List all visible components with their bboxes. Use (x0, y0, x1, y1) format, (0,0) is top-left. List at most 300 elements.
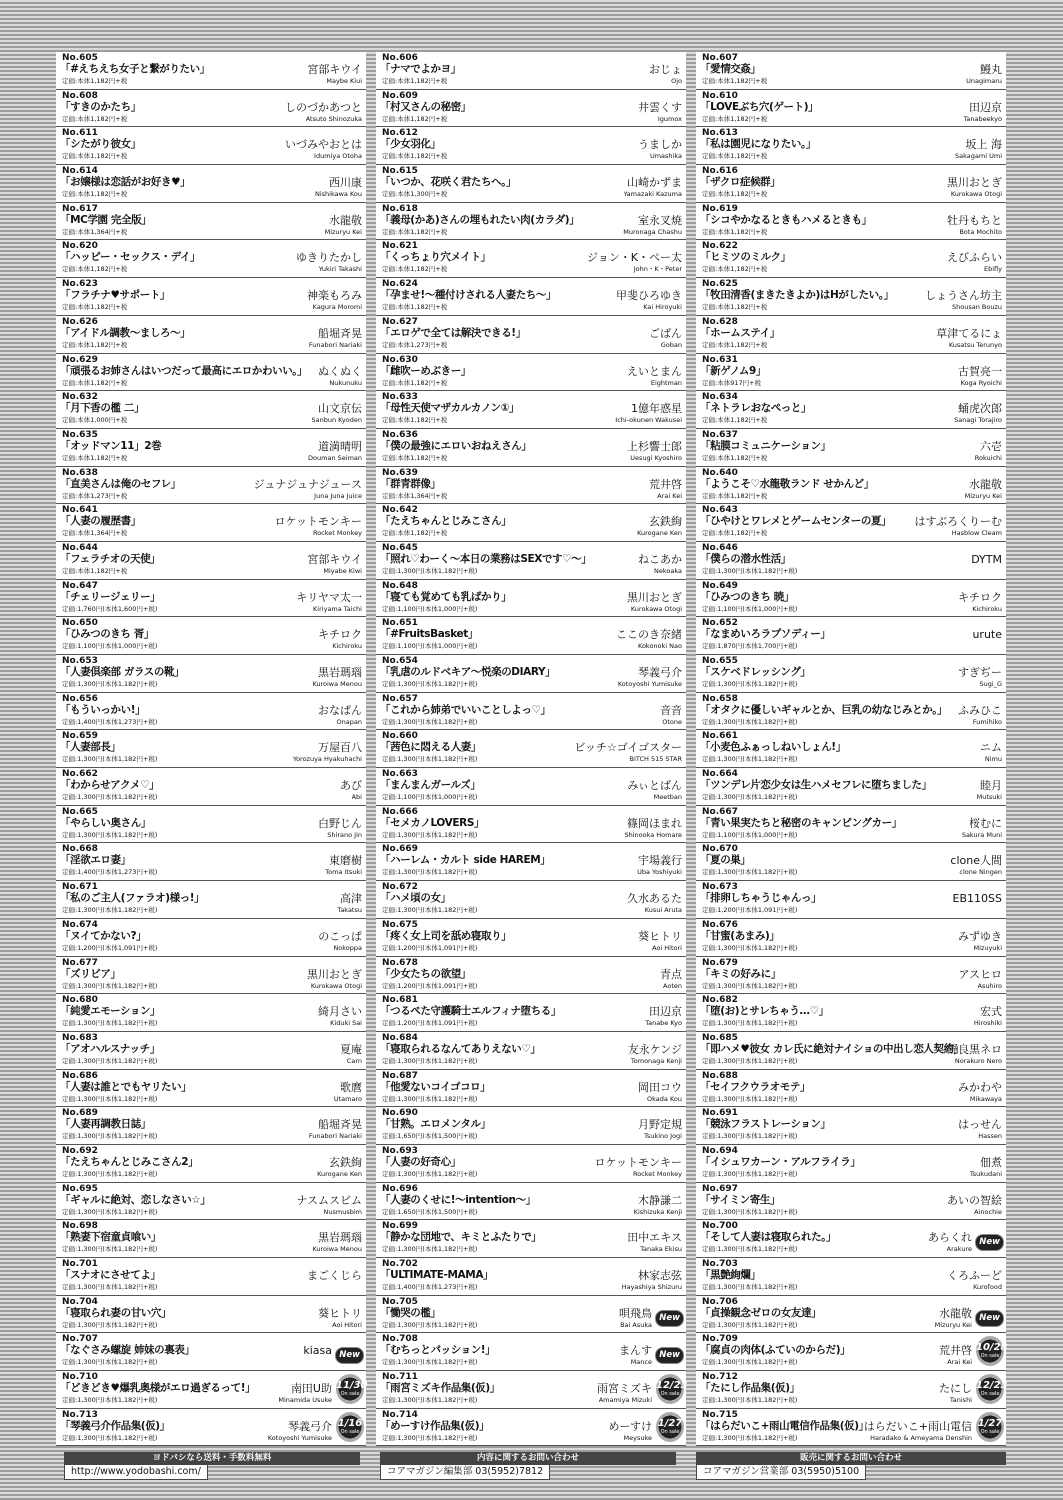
entry-author-romaji: Arai Kei (947, 1358, 972, 1367)
entry-author-romaji: Uesugi Kyoshiro (630, 453, 682, 462)
entry-price: 定価:本体1,364円+税 (62, 227, 128, 236)
entry-price: 定価:本体1,000円+税 (62, 416, 128, 425)
entry-author: キチロク (318, 628, 362, 642)
entry-title: 「はらだいこ+雨山電信作品集(仮)」 (700, 1419, 869, 1432)
entry-number: No.641 (62, 505, 98, 516)
entry-author-romaji: Uba Yoshiyuki (637, 868, 682, 877)
entry-author: キリヤマ太一 (296, 590, 362, 604)
catalog-entry (376, 240, 686, 278)
entry-price: 定価:1,300円(本体1,182円+税) (62, 1358, 158, 1367)
catalog-entry (56, 1183, 366, 1221)
entry-author-romaji: Toma Itsuki (325, 868, 362, 877)
catalog-entry (696, 127, 1006, 165)
catalog-entry (696, 919, 1006, 957)
entry-author: 青点 (660, 967, 682, 981)
entry-author-romaji: Hayashiya Shizuru (621, 1283, 682, 1291)
release-date-badge (976, 1336, 1008, 1366)
entry-price: 定価:1,300円(本体1,182円+税) (62, 906, 158, 915)
entry-author: まごくじら (307, 1269, 362, 1282)
entry-author-romaji: Muronaga Chashu (623, 227, 682, 236)
catalog-entry (56, 467, 366, 505)
catalog-entry (696, 580, 1006, 618)
entry-title: 「粘膜コミュニケーション」 (700, 439, 831, 452)
entry-price: 定価:1,300円(本体1,182円+税) (702, 755, 798, 764)
entry-price: 定価:本体1,273円+税 (62, 491, 128, 500)
entry-title: 「人妻のくせに!～intention～」 (380, 1193, 536, 1206)
catalog-entry (376, 1333, 686, 1371)
entry-author: clone人間 (950, 854, 1002, 868)
entry-price: 定価:本体1,182円+税 (702, 190, 768, 199)
entry-title: 「少女たちの欲望」 (380, 967, 471, 980)
entry-price: 定価:本体1,273円+税 (382, 340, 448, 349)
entry-author: 鰻丸 (980, 63, 1002, 76)
entry-title: 「エロゲで全ては解決できる!」 (380, 326, 526, 339)
entry-price: 定価:本体1,182円+税 (62, 453, 128, 462)
catalog-entry (376, 806, 686, 844)
entry-price: 定価:1,100円(本体1,000円+税) (382, 642, 478, 651)
entry-price: 定価:1,300円(本体1,182円+税) (62, 1396, 158, 1405)
entry-author: DYTM (971, 552, 1002, 566)
entry-title: 「わからせアクメ♡」 (60, 779, 160, 792)
entry-author: 道満晴明 (318, 439, 362, 453)
entry-price: 定価:1,300円(本体1,182円+税) (702, 1056, 798, 1065)
entry-number: No.662 (62, 769, 98, 780)
catalog-entry (376, 354, 686, 392)
release-date-label: On sale (340, 1391, 360, 1398)
entry-author-romaji: Hiroshiki (973, 1019, 1002, 1028)
entry-author-romaji: Utamaro (333, 1094, 362, 1103)
catalog-entry (56, 655, 366, 693)
catalog-entry (696, 730, 1006, 768)
entry-title: 「ひみつのきち 暁」 (700, 590, 794, 603)
entry-price: 定価:1,870円(本体1,700円+税) (702, 642, 798, 651)
entry-author-romaji: Sanbun Kyoden (311, 416, 362, 425)
entry-number: No.715 (702, 1409, 738, 1420)
entry-number: No.714 (382, 1409, 418, 1420)
entry-number: No.698 (62, 1221, 98, 1232)
entry-author: 佃煮 (980, 1155, 1002, 1169)
entry-author-romaji: Kokonoki Nao (638, 642, 682, 651)
catalog-entry (56, 504, 366, 542)
entry-price: 定価:1,400円(本体1,273円+税) (62, 717, 158, 726)
entry-number: No.654 (382, 656, 418, 666)
entry-author: 古賀亮一 (958, 364, 1002, 378)
catalog-column-1 (56, 52, 366, 1482)
entry-number: No.702 (382, 1259, 418, 1269)
entry-author: 室永叉焼 (638, 213, 682, 227)
entry-price: 定価:本体1,182円+税 (62, 152, 128, 161)
catalog-entry (56, 580, 366, 618)
entry-price: 定価:1,300円(本体1,182円+税) (382, 1056, 478, 1065)
catalog-entry (696, 203, 1006, 241)
entry-author: 葵ヒトリ (318, 1306, 362, 1320)
catalog-entry (56, 354, 366, 392)
entry-author: 宮部キウイ (307, 552, 362, 566)
catalog-entry (696, 1107, 1006, 1145)
entry-number: No.684 (382, 1032, 418, 1043)
entry-number: No.626 (62, 316, 98, 327)
entry-number: No.685 (702, 1032, 738, 1043)
entry-number: No.687 (382, 1070, 418, 1081)
entry-author-romaji: Igumox (657, 114, 682, 123)
footer-heading: 内容に関するお問い合わせ (380, 1452, 676, 1465)
entry-author: 黒川おとぎ (307, 967, 362, 981)
entry-number: No.638 (62, 467, 98, 478)
entry-author-romaji: Aoten (663, 981, 682, 990)
entry-number: No.615 (382, 166, 418, 177)
entry-title: 「ハーレム・カルト side HAREM」 (380, 854, 551, 867)
entry-number: No.657 (382, 693, 418, 704)
entry-author-romaji: Haradako & Ameyama Denshin (870, 1433, 972, 1442)
entry-author: ナスムスビム (296, 1193, 362, 1207)
entry-title: 「ヌイてかない?」 (60, 929, 147, 942)
entry-author: ジョン・K・ペー太 (587, 251, 682, 265)
entry-title: 「雨宮ミズキ作品集(仮)」 (380, 1382, 500, 1395)
entry-price: 定価:本体1,182円+税 (62, 340, 128, 349)
footer (64, 1452, 1002, 1482)
entry-price: 定価:1,300円(本体1,182円+税) (382, 1320, 478, 1329)
entry-title: 「母性天使マザカルカノン①」 (380, 402, 520, 415)
release-date: 10/28 (976, 1342, 1008, 1354)
entry-author-romaji: Tanishi (949, 1396, 972, 1405)
entry-number: No.619 (702, 203, 738, 214)
entry-title: 「寝取られるなんてありえない♡」 (380, 1042, 541, 1055)
entry-author-romaji: Kurogane Ken (317, 1169, 362, 1178)
entry-price: 定価:1,100円(本体1,000円+税) (382, 793, 478, 802)
entry-title: 「これから姉弟でいいことしよっ♡」 (380, 703, 551, 716)
entry-author: 六壱 (980, 439, 1002, 453)
entry-author-romaji: Kiriyama Taichi (313, 604, 362, 613)
entry-title: 「人妻倶楽部 ガラスの靴」 (60, 666, 185, 678)
entry-title: 「義母(かあ)さんの埋もれたい肉(カラダ)」 (380, 213, 580, 226)
entry-number: No.640 (702, 467, 738, 478)
entry-price: 定価:本体1,182円+税 (382, 152, 448, 161)
entry-author-romaji: Mizuryu Kei (964, 491, 1002, 500)
entry-title: 「寝取られ妻の甘い穴」 (60, 1306, 172, 1319)
entry-title: 「少女羽化」 (380, 138, 441, 151)
catalog-entry (376, 1183, 686, 1221)
catalog-entry (56, 1107, 366, 1145)
entry-title: 「くっちょり穴メイト」 (380, 251, 491, 264)
entry-author-romaji: Mizuryu Kei (934, 1320, 972, 1329)
release-date-badge (336, 1412, 364, 1442)
entry-author-romaji: Kusatsu Terunyo (948, 340, 1002, 349)
entry-author-romaji: Kusui Aruta (644, 906, 682, 915)
new-badge: New (655, 1347, 684, 1364)
catalog-entry (376, 1296, 686, 1334)
entry-title: 「ようこそ♡水龍敬ランド せかんど」 (700, 477, 874, 490)
entry-number: No.651 (382, 618, 418, 629)
entry-title: 「私のご主人(ファラオ)様っ!」 (60, 892, 205, 905)
catalog-entry (376, 1032, 686, 1070)
entry-title: 「人妻の履歴書」 (60, 515, 141, 528)
entry-title: 「ギャルに絶対、恋しなさい☆」 (60, 1193, 211, 1206)
entry-title: 「純愛エモーション」 (60, 1005, 161, 1018)
entry-title: 「腐貞の肉体(ふていのからだ)」 (700, 1344, 851, 1357)
entry-price: 定価:本体1,182円+税 (702, 303, 768, 312)
entry-author: 甲斐ひろゆき (616, 289, 682, 303)
entry-number: No.647 (62, 580, 98, 591)
entry-price: 定価:1,100円(本体1,000円+税) (702, 604, 798, 613)
entry-price: 定価:本体1,300円+税 (382, 190, 448, 199)
footer-url-link[interactable]: http://www.yodobashi.com/ (64, 1465, 208, 1480)
entry-author-romaji: Arakure (946, 1245, 972, 1254)
entry-author: 田辺京 (649, 1005, 682, 1019)
footer-heading: ヨドバシなら送料・手数料無料 (64, 1452, 360, 1465)
entry-author-romaji: Mance (630, 1358, 652, 1367)
catalog-entry (376, 1145, 686, 1183)
entry-price: 定価:1,200円(本体1,091円+税) (382, 1019, 478, 1028)
catalog-entry (696, 278, 1006, 316)
entry-number: No.656 (62, 693, 98, 704)
catalog-entry (376, 165, 686, 203)
entry-price: 定価:1,300円(本体1,182円+税) (702, 868, 798, 877)
entry-price: 定価:1,300円(本体1,182円+税) (382, 566, 478, 575)
footer-box-yodobashi (64, 1452, 360, 1482)
entry-author: 蛹虎次郎 (958, 402, 1002, 416)
entry-author-romaji: Unagimaru (966, 77, 1002, 85)
catalog-entry (376, 278, 686, 316)
entry-author: 玄鉄絢 (649, 515, 682, 529)
catalog-entry (696, 768, 1006, 806)
entry-author: はっせん (958, 1118, 1002, 1132)
entry-author: 黒岩瑪瑙 (318, 666, 362, 679)
entry-number: No.689 (62, 1108, 98, 1119)
entry-author-romaji: Hasblow Cleam (951, 529, 1002, 538)
catalog-entry (376, 1371, 686, 1409)
entry-number: No.659 (62, 731, 98, 742)
entry-author: 田中エキス (627, 1231, 682, 1245)
entry-price: 定価:1,300円(本体1,182円+税) (702, 566, 798, 575)
entry-title: 「まんまんガールズ」 (380, 779, 481, 792)
entry-title: 「淫欲エロ妻」 (60, 854, 131, 867)
entry-title: 「乳虐のルドベキア～悦楽のDIARY」 (380, 666, 556, 678)
catalog-entry (56, 127, 366, 165)
entry-title: 「人妻の好奇心」 (380, 1155, 461, 1168)
entry-number: No.608 (62, 90, 98, 101)
catalog-entry (56, 919, 366, 957)
entry-number: No.709 (702, 1334, 738, 1345)
entry-number: No.695 (62, 1183, 98, 1194)
entry-title: 「牧田清香(まきたきよか)はHがしたい。」 (700, 289, 894, 302)
catalog-grid (56, 52, 1006, 1482)
entry-author: ジュナジュナジュース (253, 477, 362, 491)
entry-price: 定価:1,300円(本体1,182円+税) (382, 1094, 478, 1103)
catalog-entry (696, 1145, 1006, 1183)
catalog-entry (696, 1371, 1006, 1409)
entry-price: 定価:本体1,182円+税 (702, 491, 768, 500)
release-date-label: On sale (660, 1391, 680, 1398)
catalog-entry (696, 391, 1006, 429)
entry-author: 草津てるにょ (936, 326, 1002, 340)
catalog-entry (696, 354, 1006, 392)
entry-number: No.648 (382, 580, 418, 591)
entry-author-romaji: Nimu (984, 755, 1002, 764)
entry-price: 定価:本体1,182円+税 (702, 265, 768, 274)
entry-price: 定価:1,300円(本体1,182円+税) (62, 1056, 158, 1065)
entry-price: 定価:本体1,182円+税 (382, 227, 448, 236)
entry-number: No.652 (702, 618, 738, 629)
entry-title: 「照れ♡わーく～本日の業務はSEXです♡～」 (380, 552, 592, 565)
entry-number: No.644 (62, 542, 98, 553)
catalog-entry (376, 429, 686, 467)
entry-author-romaji: Asuhiro (977, 981, 1002, 990)
entry-author: 唄飛鳥 (619, 1306, 652, 1320)
entry-title: 「サイミン寄生」 (700, 1193, 781, 1206)
entry-price: 定価:1,300円(本体1,182円+税) (702, 1320, 798, 1329)
entry-price: 定価:1,400円(本体1,273円+税) (382, 1283, 478, 1291)
entry-author: うましか (638, 138, 682, 152)
entry-title: 「スケベドレッシング」 (700, 666, 811, 678)
catalog-entry (696, 806, 1006, 844)
catalog-entry (376, 1409, 686, 1447)
entry-author: 万屋百八 (318, 741, 362, 755)
entry-number: No.613 (702, 128, 738, 139)
entry-number: No.625 (702, 279, 738, 290)
entry-author: 船堀斉晃 (318, 1118, 362, 1132)
entry-author-romaji: Meetban (653, 793, 682, 802)
catalog-entry (696, 52, 1006, 90)
entry-price: 定価:本体1,182円+税 (702, 114, 768, 123)
entry-number: No.690 (382, 1108, 418, 1119)
entry-author-romaji: Douman Seiman (308, 453, 362, 462)
entry-price: 定価:1,300円(本体1,182円+税) (62, 1433, 158, 1442)
entry-author: みかわや (958, 1080, 1002, 1094)
entry-title: 「スナオにさせてよ」 (60, 1269, 161, 1281)
entry-author: ごばん (649, 326, 682, 340)
entry-author-romaji: Kuroiwa Menou (312, 680, 362, 688)
entry-author: おなぱん (318, 703, 362, 717)
entry-price: 定価:本体1,182円+税 (382, 378, 448, 387)
release-date: 1/27 (657, 1417, 683, 1429)
entry-title: 「群青群像」 (380, 477, 441, 490)
entry-price: 定価:本体1,182円+税 (382, 416, 448, 425)
entry-author-romaji: Otone (662, 717, 682, 726)
entry-author: 白野じん (318, 816, 362, 830)
entry-author-romaji: Mikawaya (969, 1094, 1002, 1103)
entry-author-romaji: Miyabe Kiwi (323, 566, 362, 575)
catalog-entry (56, 1371, 366, 1409)
entry-author: 坂上 海 (965, 138, 1002, 152)
entry-number: No.681 (382, 995, 418, 1006)
entry-number: No.704 (62, 1296, 98, 1307)
entry-price: 定価:1,300円(本体1,182円+税) (382, 830, 478, 839)
catalog-entry (56, 1070, 366, 1108)
entry-number: No.621 (382, 241, 418, 252)
entry-author-romaji: Eightman (650, 378, 682, 387)
entry-number: No.658 (702, 693, 738, 704)
entry-author: アスヒロ (958, 967, 1002, 981)
entry-author-romaji: Abi (351, 793, 362, 802)
entry-author: 岡田コウ (638, 1080, 682, 1094)
entry-title: 「甘熟。エロメンタル」 (380, 1118, 491, 1131)
entry-price: 定価:本体1,364円+税 (382, 491, 448, 500)
catalog-entry (376, 1107, 686, 1145)
entry-title: 「ひみつのきち 胥」 (60, 628, 154, 641)
entry-author: しのづかあつと (285, 100, 362, 114)
entry-author: 黒川おとぎ (627, 590, 682, 604)
catalog-entry (56, 1409, 366, 1447)
entry-number: No.643 (702, 505, 738, 516)
entry-author: 西川康 (329, 176, 362, 190)
catalog-entry (696, 467, 1006, 505)
entry-price: 定価:1,300円(本体1,182円+税) (702, 1207, 798, 1216)
entry-price: 定価:本体1,182円+税 (62, 566, 128, 575)
entry-price: 定価:1,300円(本体1,182円+税) (62, 793, 158, 802)
catalog-entry (376, 693, 686, 731)
entry-author: 音音 (660, 703, 682, 717)
entry-author: 山文京伝 (318, 402, 362, 416)
entry-price: 定価:1,300円(本体1,182円+税) (382, 868, 478, 877)
entry-number: No.627 (382, 316, 418, 327)
entry-price: 定価:1,300円(本体1,182円+税) (382, 755, 478, 764)
release-date-badge (976, 1374, 1008, 1404)
entry-number: No.623 (62, 279, 98, 290)
entry-author: キチロク (958, 590, 1002, 604)
entry-number: No.653 (62, 656, 98, 666)
entry-author-romaji: Bai Asuka (620, 1320, 652, 1329)
entry-author: 水龍敬 (969, 477, 1002, 491)
entry-price: 定価:1,300円(本体1,182円+税) (702, 1132, 798, 1141)
catalog-entry (56, 429, 366, 467)
entry-author-romaji: Kichiroku (972, 604, 1002, 613)
entry-author: ロケットモンキー (594, 1155, 682, 1169)
entry-price: 定価:本体1,182円+税 (62, 303, 128, 312)
entry-author-romaji: Okada Kou (647, 1094, 682, 1103)
entry-number: No.605 (62, 53, 98, 63)
entry-price: 定価:1,300円(本体1,182円+税) (62, 1132, 158, 1141)
entry-author-romaji: Sakura Muni (961, 830, 1002, 839)
entry-number: No.678 (382, 957, 418, 968)
entry-author-romaji: Meysuke (623, 1433, 652, 1442)
entry-author: 綺月さい (318, 1005, 362, 1019)
entry-author: ねこあか (638, 552, 682, 566)
entry-title: 「熟妻下宿童貞喰い」 (60, 1231, 161, 1244)
release-date: 1/16 (337, 1417, 363, 1429)
entry-author: いづみやおとは (285, 138, 362, 152)
entry-title: 「ひやけとワレメとゲームセンターの夏」 (700, 515, 892, 528)
entry-number: No.700 (702, 1221, 738, 1232)
entry-price: 定価:本体1,182円+税 (382, 265, 448, 274)
entry-title: 「チェリージェリー」 (60, 590, 161, 603)
entry-title: 「人妻部長」 (60, 741, 121, 754)
entry-author: まんす (619, 1344, 652, 1358)
entry-author-romaji: Tanabe Kyo (645, 1019, 682, 1028)
entry-number: No.705 (382, 1296, 418, 1307)
entry-title: 「ULTIMATE-MAMA」 (380, 1269, 494, 1281)
entry-price: 定価:1,200円(本体1,091円+税) (62, 943, 158, 952)
entry-number: No.649 (702, 580, 738, 591)
footer-box-editorial (380, 1452, 676, 1482)
footer-contact: コアマガジン営業部 03(5950)5100 (696, 1465, 866, 1480)
entry-author: あらくれ (928, 1231, 972, 1245)
entry-author-romaji: Umashika (649, 152, 682, 161)
entry-title: 「#えちえち女子と繋がりたい」 (60, 63, 210, 75)
entry-author: 友永ケンジ (627, 1042, 682, 1056)
catalog-entry (696, 1258, 1006, 1296)
entry-author-romaji: Rokuichi (974, 453, 1002, 462)
entry-author-romaji: Ojo (671, 77, 682, 85)
entry-number: No.624 (382, 279, 418, 290)
release-date-badge (656, 1412, 684, 1442)
entry-author-romaji: Kotoyoshi Yumisuke (617, 680, 682, 688)
entry-author-romaji: Tanabeekyo (963, 114, 1002, 123)
entry-number: No.663 (382, 769, 418, 780)
entry-price: 定価:1,200円(本体1,091円+税) (382, 981, 478, 990)
catalog-entry (376, 994, 686, 1032)
entry-title: 「甘蜜(あまみ)」 (700, 929, 780, 942)
entry-author-romaji: Kiduki Sai (330, 1019, 362, 1028)
